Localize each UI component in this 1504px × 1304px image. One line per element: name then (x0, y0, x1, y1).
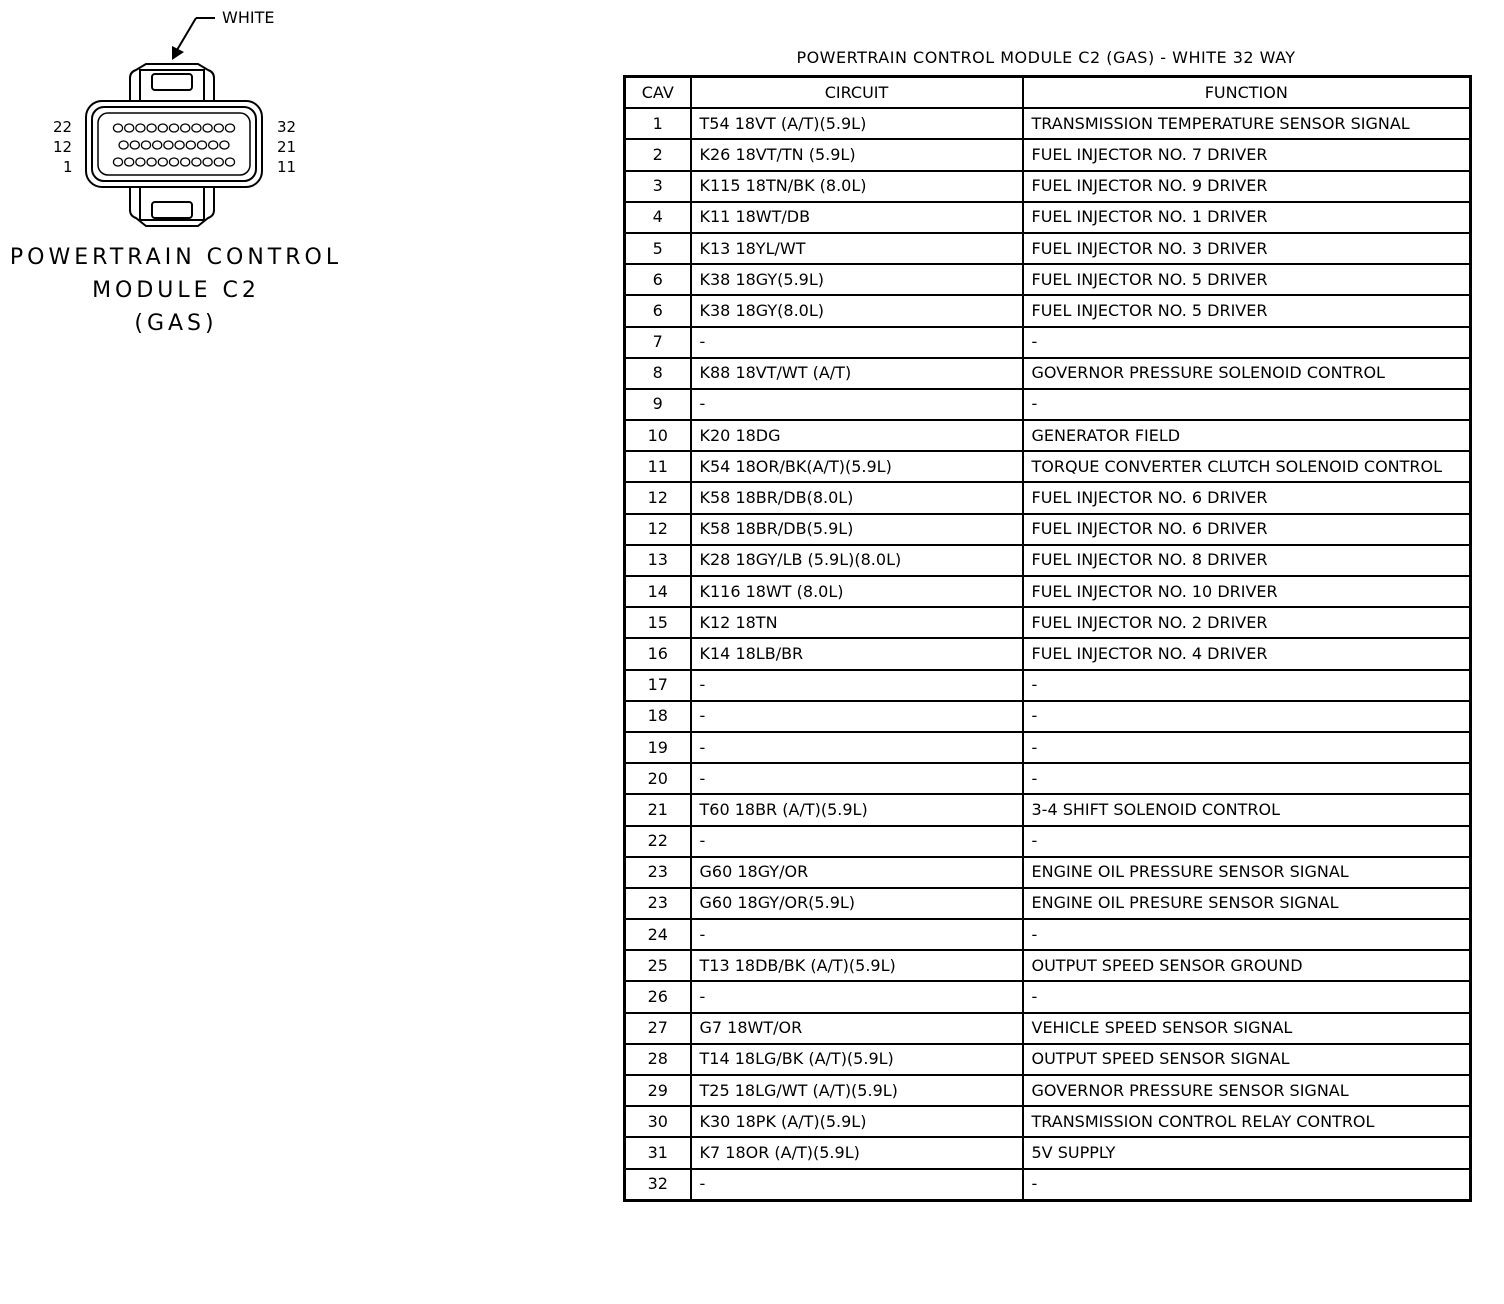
cav-cell: 31 (625, 1137, 691, 1168)
function-cell: FUEL INJECTOR NO. 2 DRIVER (1023, 607, 1471, 638)
circuit-cell: K11 18WT/DB (691, 202, 1023, 233)
function-cell: FUEL INJECTOR NO. 10 DRIVER (1023, 576, 1471, 607)
table-title: POWERTRAIN CONTROL MODULE C2 (GAS) - WHITE 32 WAY (796, 48, 1296, 67)
function-cell: FUEL INJECTOR NO. 6 DRIVER (1023, 482, 1471, 513)
table-row (625, 171, 1471, 202)
cav-cell: 6 (625, 295, 691, 326)
table-row (625, 1137, 1471, 1168)
circuit-cell: K58 18BR/DB(8.0L) (691, 482, 1023, 513)
cav-cell: 3 (625, 171, 691, 202)
table-row (625, 763, 1471, 794)
cav-cell: 7 (625, 327, 691, 358)
function-cell: FUEL INJECTOR NO. 6 DRIVER (1023, 514, 1471, 545)
cav-cell: 17 (625, 670, 691, 701)
circuit-cell: G7 18WT/OR (691, 1013, 1023, 1044)
function-cell: - (1023, 763, 1471, 794)
table-row (625, 950, 1471, 981)
table-row (625, 451, 1471, 482)
cav-cell: 23 (625, 857, 691, 888)
table-row (625, 638, 1471, 669)
circuit-cell: K14 18LB/BR (691, 638, 1023, 669)
table-row (625, 202, 1471, 233)
circuit-cell: K58 18BR/DB(5.9L) (691, 514, 1023, 545)
function-cell: TRANSMISSION TEMPERATURE SENSOR SIGNAL (1023, 108, 1471, 139)
pin-label-11: 11 (277, 158, 297, 176)
function-cell: OUTPUT SPEED SENSOR GROUND (1023, 950, 1471, 981)
circuit-cell: K115 18TN/BK (8.0L) (691, 171, 1023, 202)
table-row (625, 670, 1471, 701)
function-cell: - (1023, 670, 1471, 701)
cav-cell: 22 (625, 826, 691, 857)
function-cell: OUTPUT SPEED SENSOR SIGNAL (1023, 1044, 1471, 1075)
cav-cell: 30 (625, 1106, 691, 1137)
cav-cell: 10 (625, 420, 691, 451)
pin-label-22: 22 (53, 118, 73, 136)
function-cell: - (1023, 701, 1471, 732)
circuit-cell: K88 18VT/WT (A/T) (691, 358, 1023, 389)
cav-cell: 18 (625, 701, 691, 732)
cav-cell: 8 (625, 358, 691, 389)
table-row (625, 1044, 1471, 1075)
table-row (625, 888, 1471, 919)
cav-cell: 29 (625, 1075, 691, 1106)
cav-cell: 12 (625, 482, 691, 513)
function-cell: GOVERNOR PRESSURE SENSOR SIGNAL (1023, 1075, 1471, 1106)
function-cell: VEHICLE SPEED SENSOR SIGNAL (1023, 1013, 1471, 1044)
function-cell: FUEL INJECTOR NO. 8 DRIVER (1023, 545, 1471, 576)
cav-cell: 20 (625, 763, 691, 794)
circuit-cell: - (691, 919, 1023, 950)
table-row (625, 576, 1471, 607)
cav-cell: 23 (625, 888, 691, 919)
circuit-cell: T14 18LG/BK (A/T)(5.9L) (691, 1044, 1023, 1075)
circuit-cell: K20 18DG (691, 420, 1023, 451)
cav-cell: 11 (625, 451, 691, 482)
pin-label-12: 12 (53, 138, 73, 156)
circuit-cell: K30 18PK (A/T)(5.9L) (691, 1106, 1023, 1137)
connector-title-line-1: POWERTRAIN CONTROL (9, 245, 343, 270)
function-cell: FUEL INJECTOR NO. 7 DRIVER (1023, 139, 1471, 170)
circuit-cell: - (691, 1169, 1023, 1201)
function-cell: FUEL INJECTOR NO. 4 DRIVER (1023, 638, 1471, 669)
table-body (625, 108, 1471, 1200)
function-cell: 3-4 SHIFT SOLENOID CONTROL (1023, 794, 1471, 825)
table-row (625, 545, 1471, 576)
function-cell: - (1023, 1169, 1471, 1201)
table-row (625, 108, 1471, 139)
cav-cell: 1 (625, 108, 691, 139)
pin-label-21: 21 (277, 138, 297, 156)
table-row (625, 1169, 1471, 1201)
header-circuit: CIRCUIT (691, 77, 1023, 109)
pin-label-32: 32 (277, 118, 297, 136)
circuit-cell: K13 18YL/WT (691, 233, 1023, 264)
circuit-cell: K28 18GY/LB (5.9L)(8.0L) (691, 545, 1023, 576)
table-row (625, 233, 1471, 264)
table-row (625, 1013, 1471, 1044)
circuit-cell: - (691, 981, 1023, 1012)
cav-cell: 6 (625, 264, 691, 295)
cav-cell: 25 (625, 950, 691, 981)
circuit-cell: K7 18OR (A/T)(5.9L) (691, 1137, 1023, 1168)
function-cell: - (1023, 981, 1471, 1012)
circuit-cell: - (691, 826, 1023, 857)
circuit-cell: T25 18LG/WT (A/T)(5.9L) (691, 1075, 1023, 1106)
cav-cell: 19 (625, 732, 691, 763)
table-row (625, 794, 1471, 825)
table-row (625, 264, 1471, 295)
circuit-cell: K116 18WT (8.0L) (691, 576, 1023, 607)
cav-cell: 21 (625, 794, 691, 825)
table-row (625, 701, 1471, 732)
table-header-row (625, 77, 1471, 109)
table-row (625, 732, 1471, 763)
function-cell: FUEL INJECTOR NO. 5 DRIVER (1023, 295, 1471, 326)
cav-cell: 32 (625, 1169, 691, 1201)
function-cell: FUEL INJECTOR NO. 3 DRIVER (1023, 233, 1471, 264)
pin-label-1: 1 (63, 158, 73, 176)
function-cell: FUEL INJECTOR NO. 5 DRIVER (1023, 264, 1471, 295)
function-cell: 5V SUPPLY (1023, 1137, 1471, 1168)
function-cell: - (1023, 919, 1471, 950)
table-row (625, 420, 1471, 451)
circuit-cell: - (691, 732, 1023, 763)
table-row (625, 826, 1471, 857)
circuit-cell: - (691, 701, 1023, 732)
cav-cell: 12 (625, 514, 691, 545)
cav-cell: 28 (625, 1044, 691, 1075)
circuit-cell: T13 18DB/BK (A/T)(5.9L) (691, 950, 1023, 981)
table-row (625, 482, 1471, 513)
cav-cell: 27 (625, 1013, 691, 1044)
cav-cell: 13 (625, 545, 691, 576)
circuit-cell: - (691, 389, 1023, 420)
circuit-cell: T54 18VT (A/T)(5.9L) (691, 108, 1023, 139)
circuit-cell: - (691, 763, 1023, 794)
function-cell: FUEL INJECTOR NO. 1 DRIVER (1023, 202, 1471, 233)
function-cell: TORQUE CONVERTER CLUTCH SOLENOID CONTROL (1023, 451, 1471, 482)
circuit-cell: K38 18GY(8.0L) (691, 295, 1023, 326)
table-row (625, 607, 1471, 638)
cav-cell: 14 (625, 576, 691, 607)
cav-cell: 16 (625, 638, 691, 669)
table-row (625, 1075, 1471, 1106)
pin-table (623, 75, 1472, 1202)
table-row (625, 139, 1471, 170)
cav-cell: 24 (625, 919, 691, 950)
table-row (625, 358, 1471, 389)
table-row (625, 981, 1471, 1012)
circuit-cell: G60 18GY/OR (691, 857, 1023, 888)
function-cell: GENERATOR FIELD (1023, 420, 1471, 451)
circuit-cell: G60 18GY/OR(5.9L) (691, 888, 1023, 919)
function-cell: GOVERNOR PRESSURE SOLENOID CONTROL (1023, 358, 1471, 389)
function-cell: TRANSMISSION CONTROL RELAY CONTROL (1023, 1106, 1471, 1137)
cav-cell: 2 (625, 139, 691, 170)
circuit-cell: K54 18OR/BK(A/T)(5.9L) (691, 451, 1023, 482)
circuit-cell: T60 18BR (A/T)(5.9L) (691, 794, 1023, 825)
connector-title-line-3: (GAS) (134, 311, 218, 336)
connector-title-line-2: MODULE C2 (92, 278, 260, 303)
circuit-cell: K26 18VT/TN (5.9L) (691, 139, 1023, 170)
connector-diagram (0, 0, 360, 345)
table-row (625, 295, 1471, 326)
function-cell: - (1023, 732, 1471, 763)
function-cell: - (1023, 327, 1471, 358)
circuit-cell: - (691, 670, 1023, 701)
circuit-cell: - (691, 327, 1023, 358)
function-cell: FUEL INJECTOR NO. 9 DRIVER (1023, 171, 1471, 202)
cav-cell: 5 (625, 233, 691, 264)
function-cell: ENGINE OIL PRESURE SENSOR SIGNAL (1023, 888, 1471, 919)
table-row (625, 1106, 1471, 1137)
function-cell: - (1023, 826, 1471, 857)
header-function: FUNCTION (1023, 77, 1471, 109)
circuit-cell: K38 18GY(5.9L) (691, 264, 1023, 295)
table-row (625, 919, 1471, 950)
function-cell: ENGINE OIL PRESSURE SENSOR SIGNAL (1023, 857, 1471, 888)
wire-color-label: WHITE (222, 8, 275, 27)
table-row (625, 857, 1471, 888)
table-row (625, 327, 1471, 358)
cav-cell: 4 (625, 202, 691, 233)
circuit-cell: K12 18TN (691, 607, 1023, 638)
table-row (625, 514, 1471, 545)
function-cell: - (1023, 389, 1471, 420)
cav-cell: 9 (625, 389, 691, 420)
cav-cell: 26 (625, 981, 691, 1012)
table-row (625, 389, 1471, 420)
cav-cell: 15 (625, 607, 691, 638)
header-cav: CAV (625, 77, 691, 109)
